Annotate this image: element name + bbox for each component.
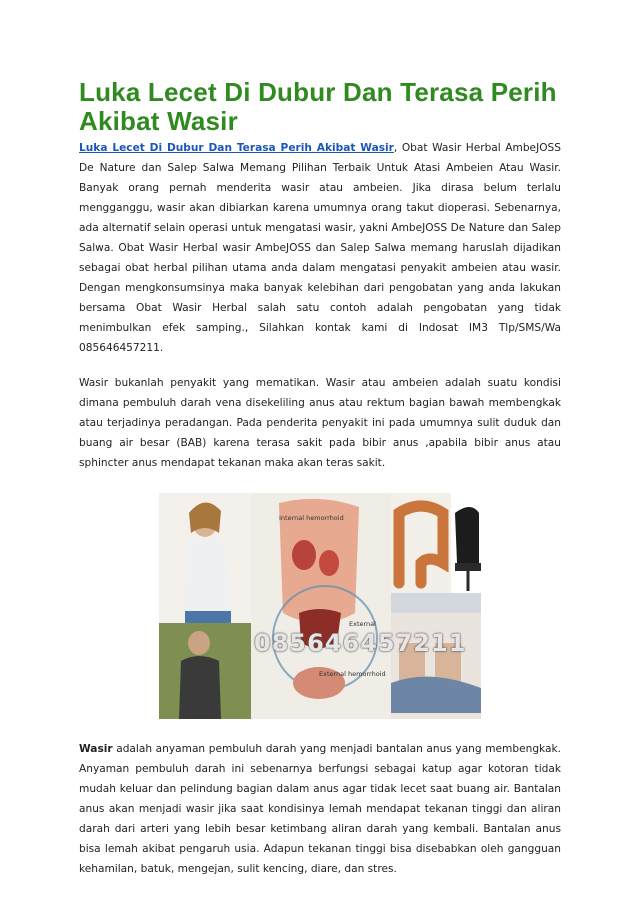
- paragraph-definition: Wasir bukanlah penyakit yang mematikan. Wasir atau ambeien adalah suatu kondisi dimana pembuluh darah vena disekeliling anus atau rektum bagian bawah membengkak atau terjadinya peradangan. Pada penderita penyakit ini pada umumnya sulit duduk dan buang air besar (BAB) karena terasa sakit pada bibir anus ,apabila bibir anus atau sphincter anus mendapat tekanan maka akan teras sakit.: [79, 377, 561, 469]
- label-external-short: External: [349, 620, 376, 628]
- hemorrhoid-illustration: [159, 493, 481, 719]
- illustration-collage: [159, 493, 481, 719]
- hemorrhoid-internal: [292, 540, 316, 570]
- hemorrhoid-internal-2: [319, 550, 339, 576]
- page-title: Luka Lecet Di Dubur Dan Terasa Perih Akibat Wasir: [79, 77, 557, 136]
- paragraph-intro: [79, 138, 561, 358]
- wasir-term: Wasir: [79, 743, 113, 755]
- woman-shirt: [185, 537, 231, 618]
- paragraph-intro-text: , Obat Wasir Herbal AmbeJOSS De Nature dan Salep Salwa Memang Pilihan Terbaik Untuk Atasi Ambeien Atau Wasir. Banyak orang pernah menderita wasir atau ambeien. Jika dirasa belum terlalu mengganggu, wasir akan dibiarkan karena umumnya orang takut dioperasi. Sebenarnya, ada alternatif selain operasi untuk mengatasi wasir, yakni AmbeJOSS De Nature dan Salep Salwa. Obat Wasir Herbal wasir AmbeJOSS dan Salep Salwa memang haruslah dijadikan sebagai obat herbal pilihan utama anda dalam mengatasi penyakit ambeien atau wasir. Dengan mengkonsumsinya maka banyak kelebihan dari pengobatan yang anda lakukan bersama Obat Wasir Herbal salah satu contoh adalah pengobatan yang tidak menimbulkan efek samping., Silahkan kontak kami di Indosat IM3 Tlp/SMS/Wa 085646457211.: [79, 142, 561, 354]
- man-head: [188, 631, 210, 655]
- label-internal: Internal hemorrhoid: [279, 514, 344, 522]
- person-sitting: [455, 507, 479, 563]
- chair-seat: [455, 563, 481, 571]
- woman-jeans: [185, 611, 231, 623]
- paragraph-wasir: [79, 739, 561, 879]
- label-external: External hemorrhoid: [319, 670, 386, 678]
- man-body: [179, 656, 221, 719]
- document-page: [79, 78, 561, 879]
- paragraph-wasir-text: adalah anyaman pembuluh darah yang menjadi bantalan anus yang membengkak. Anyaman pembuluh darah ini sebenarnya berfungsi sebagai katup agar kotoran tidak mudah keluar dan pelindung bagian dalam anus agar tidak lecet saat buang air. Bantalan anus akan menjadi wasir jika saat kondisinya lemah mendapat tekanan tinggi dan aliran darah dari arteri yang lebih besar ketimbang aliran darah yang kembali. Bantalan anus bisa lemah akibat pengaruh usia. Adapun tekanan tinggi bisa disebabkan oleh gangguan kehamilan, batuk, mengejan, sulit kencing, diare, dan stres.: [79, 743, 561, 875]
- phone-watermark: 085646457211: [254, 629, 467, 657]
- shirt-hem: [391, 593, 481, 613]
- article-link[interactable]: Luka Lecet Di Dubur Dan Terasa Perih Akibat Wasir: [79, 142, 394, 154]
